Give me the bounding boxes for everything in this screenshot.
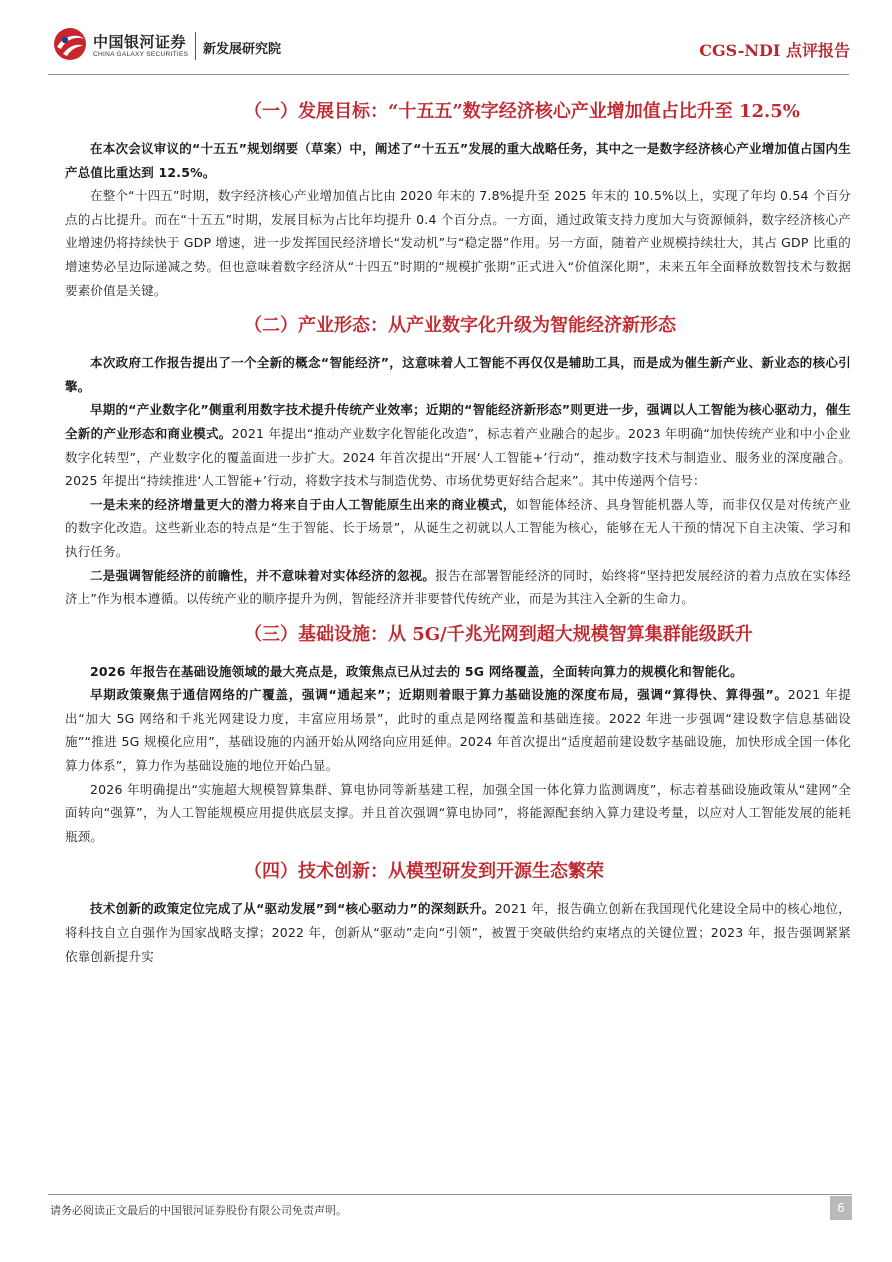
galaxy-logo-icon xyxy=(53,27,87,61)
paragraph xyxy=(47,184,851,302)
section-title: （三）基础设施：从 5G/千兆光网到超大规模智算集群能级跃升 xyxy=(244,623,753,645)
bold-lead: 早期的“产业数字化”侧重利用数字技术提升传统产业效率；近期的“智能经济新形态”则更进一步，强调以人工智能为核心驱动力，催生全新的产业形态和商业模式。 xyxy=(65,402,851,441)
paragraph-text: 2021 年，报告确立创新在我国现代化建设全局中的核心地位，将科技自立自强作为国家战略支撑；2022 年，创新从“驱动”走向“引领”，被置于突破供给约束堵点的关键位置；2023 年，报告强调紧紧依靠创新提升实 xyxy=(65,901,851,964)
page-number: 6 xyxy=(830,1196,852,1220)
paragraph xyxy=(47,398,851,492)
bold-lead: 二是强调智能经济的前瞻性，并不意味着对实体经济的忽视。 xyxy=(90,567,436,583)
bold-lead: 技术创新的政策定位完成了从“驱动发展”到“核心驱动力”的深刻跃升。 xyxy=(90,901,495,917)
paragraph xyxy=(47,564,851,611)
bold-lead: 在本次会议审议的“十五五”规划纲要（草案）中，阐述了“十五五”发展的重大战略任务，其中之一是数字经济核心产业增加值占国内生产总值比重达到 12.5%。 xyxy=(65,141,851,180)
report-type: CGS-NDI 点评报告 xyxy=(699,41,850,60)
paragraph-text: 报告在部署智能经济的同时，始终将“坚持把发展经济的着力点放在实体经济上”作为根本遵循。以传统产业的顺序提升为例，智能经济并非要替代传统产业，而是为其注入全新的生命力。 xyxy=(65,567,852,607)
logo-chinese-name: 中国银河证券 xyxy=(93,33,187,51)
paragraph-text: 2021 年提出“推动产业数字化智能化改造”，标志着产业融合的起步。2023 年明确“加快传统产业和中小企业数字化转型”，产业数字化的覆盖面进一步扩大。2024 年首次提出“开展‘人工智能+’行动”，推动数字技术与制造业、服务业的深度融合。2025 年提出“持续推进‘人工智能+’行动，将数字技术与制造优势、市场优势更好结合起来”。其中传递两个信号： xyxy=(65,425,851,489)
article-body xyxy=(47,90,851,968)
logo-english-name: CHINA GALAXY SECURITIES xyxy=(93,51,189,58)
paragraph xyxy=(47,351,851,398)
disclaimer-text: 请务必阅读正文最后的中国银河证券股份有限公司免责声明。 xyxy=(50,1204,347,1217)
paragraph xyxy=(47,897,851,968)
section-title: （四）技术创新：从模型研发到开源生态繁荣 xyxy=(244,861,604,883)
paragraph xyxy=(47,683,851,777)
institute-name: 新发展研究院 xyxy=(203,42,282,57)
bold-lead: 早期政策聚焦于通信网络的广覆盖，强调“通起来”；近期则着眼于算力基础设施的深度布局，强调“算得快、算得强”。 xyxy=(90,687,788,703)
logo-divider xyxy=(195,32,196,60)
section-title: （二）产业形态：从产业数字化升级为智能经济新形态 xyxy=(244,315,676,337)
paragraph-text: 2026 年明确提出“实施超大规模智算集群、算电协同等新基建工程，加强全国一体化算力监测调度”，标志着基础设施政策从“建网”全面转向“强算”，为人工智能规模应用提供底层支撑。并且首次强调“算电协同”，将能源配套纳入算力建设考量，以应对人工智能发展的能耗瓶颈。 xyxy=(65,781,851,844)
paragraph xyxy=(47,137,851,184)
paragraph-text: 2021 年提出“加大 5G 网络和千兆光网建设力度，丰富应用场景”，此时的重点是网络覆盖和基础连接。2022 年进一步强调“建设数字信息基础设施”“推进 5G 规模化应用”，基础设施的内涵开始从网络向应用延伸。2024 年首次提出“适度超前建设数字基础设施，加快形成全国一体化算力体系”，算力作为基础设施的地位开始凸显。 xyxy=(65,687,852,774)
paragraph xyxy=(47,660,851,684)
paragraph xyxy=(47,493,851,564)
footer-rule xyxy=(48,1194,852,1195)
bold-lead: 2026 年报告在基础设施领域的最大亮点是，政策焦点已从过去的 5G 网络覆盖，全面转向算力的规模化和智能化。 xyxy=(90,663,743,679)
section-title: （一）发展目标：“十五五”数字经济核心产业增加值占比升至 12.5% xyxy=(244,101,800,122)
paragraph-text: 在整个“十四五”时期，数字经济核心产业增加值占比由 2020 年末的 7.8%提升至 2025 年末的 10.5%以上，实现了年均 0.54 个百分点的占比提升。而在“十五五”时期，发展目标为占比年均提升 0.4 个百分点。一方面，通过政策支持力度加大与资源倾斜，数字经济核心产业增速仍将持续快于 GDP 增速，进一步发挥国民经济增长“发动机”与“稳定器”作用。另一方面，随着产业规模持续壮大，其占 GDP 比重的增速势必呈边际递减之势。但也意味着数字经济从“十四五”时期的“规模扩张期”正式进入“价值深化期”，未来五年全面释放数智技术与数据要素价值是关键。 xyxy=(65,188,851,298)
bold-lead: 本次政府工作报告提出了一个全新的概念“智能经济”，这意味着人工智能不再仅仅是辅助工具，而是成为催生新产业、新业态的核心引擎。 xyxy=(65,355,851,394)
header-rule xyxy=(48,74,849,75)
bold-lead: 一是未来的经济增量更大的潜力将来自于由人工智能原生出来的商业模式， xyxy=(90,496,516,512)
page-header xyxy=(0,0,892,80)
paragraph xyxy=(47,778,851,849)
paragraph-text: 如智能体经济、具身智能机器人等，而非仅仅是对传统产业的数字化改造。这些新业态的特点是“生于智能、长于场景”，从诞生之初就以人工智能为核心，能够在无人干预的情况下自主决策、学习和执行任务。 xyxy=(65,496,852,559)
